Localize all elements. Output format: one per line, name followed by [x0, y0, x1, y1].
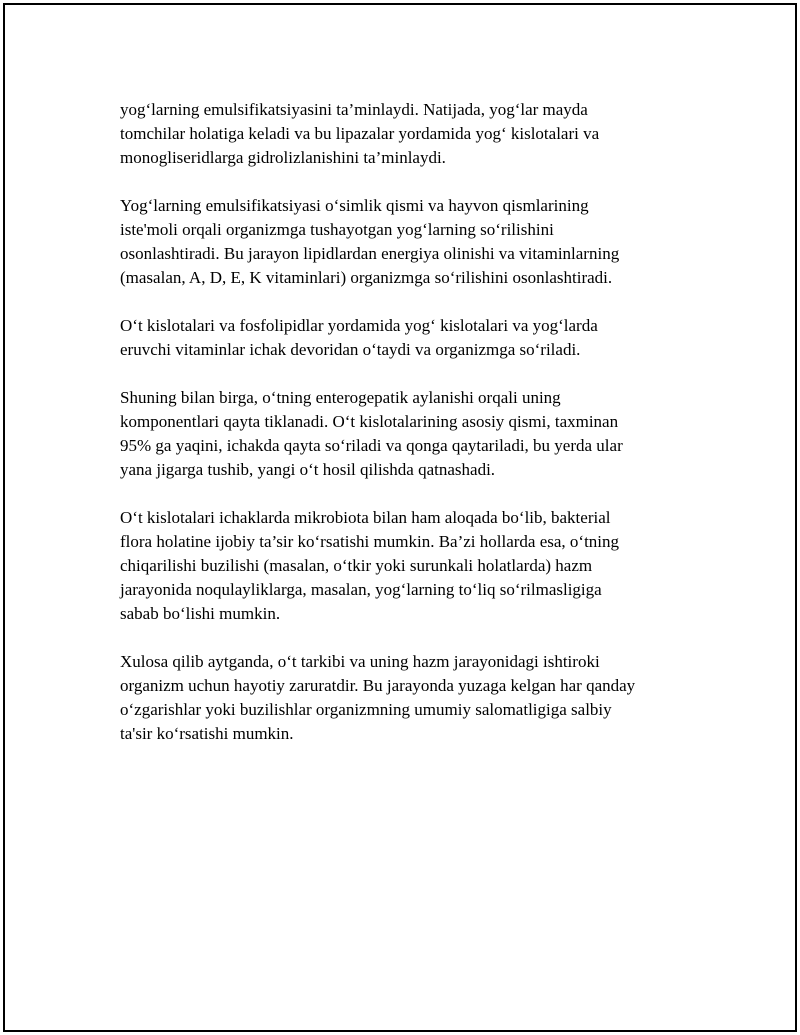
text-line: O‘t kislotalari ichaklarda mikrobiota bilan ham aloqada bo‘lib, bakterial	[120, 508, 611, 527]
text-line: Xulosa qilib aytganda, o‘t tarkibi va uning hazm jarayonidagi ishtiroki	[120, 652, 600, 671]
paragraph-conclusion	[120, 650, 680, 746]
text-line: (masalan, A, D, E, K vitaminlari) organizmga so‘rilishini osonlashtiradi.	[120, 268, 613, 287]
text-line: jarayonida noqulayliklarga, masalan, yog‘larning to‘liq so‘rilmasligiga	[120, 580, 602, 599]
text-line: ta'sir ko‘rsatishi mumkin.	[120, 724, 294, 743]
text-line: komponentlari qayta tiklanadi. O‘t kislotalarining asosiy qismi, taxminan	[120, 412, 619, 431]
text-line: o‘zgarishlar yoki buzilishlar organizmning umumiy salomatligiga salbiy	[120, 700, 612, 719]
text-line: yog‘larning emulsifikatsiyasini ta’minlaydi. Natijada, yog‘lar mayda	[120, 100, 588, 119]
text-line: Shuning bilan birga, o‘tning enterogepatik aylanishi orqali uning	[120, 388, 561, 407]
text-line: 95% ga yaqini, ichakda qayta so‘riladi va qonga qaytariladi, bu yerda ular	[120, 436, 623, 455]
document-page	[3, 3, 797, 1032]
text-line: flora holatine ijobiy ta’sir ko‘rsatishi mumkin. Ba’zi hollarda esa, o‘tning	[120, 532, 620, 551]
paragraph-emulsification-result	[120, 98, 680, 170]
text-line: monogliseridlarga gidrolizlanishini ta’minlaydi.	[120, 148, 446, 167]
text-line: chiqarilishi buzilishi (masalan, o‘tkir yoki surunkali holatlarda) hazm	[120, 556, 593, 575]
text-line: eruvchi vitaminlar ichak devoridan o‘taydi va organizmga so‘riladi.	[120, 340, 581, 359]
text-line: Yog‘larning emulsifikatsiyasi o‘simlik qismi va hayvon qismlarining	[120, 196, 589, 215]
paragraph-enterohepatic-circulation	[120, 386, 680, 482]
text-line: tomchilar holatiga keladi va bu lipazalar yordamida yog‘ kislotalari va	[120, 124, 600, 143]
text-line: iste'moli orqali organizmga tushayotgan yog‘larning so‘rilishini	[120, 220, 554, 239]
text-line: osonlashtiradi. Bu jarayon lipidlardan energiya olinishi va vitaminlarning	[120, 244, 620, 263]
text-line: sabab bo‘lishi mumkin.	[120, 604, 281, 623]
paragraph-microbiota	[120, 506, 680, 626]
text-line: yana jigarga tushib, yangi o‘t hosil qilishda qatnashadi.	[120, 460, 496, 479]
text-line: organizm uchun hayotiy zaruratdir. Bu jarayonda yuzaga kelgan har qanday	[120, 676, 636, 695]
text-line: O‘t kislotalari va fosfolipidlar yordamida yog‘ kislotalari va yog‘larda	[120, 316, 598, 335]
document-body	[120, 98, 680, 770]
paragraph-fat-absorption	[120, 194, 680, 290]
paragraph-vitamin-transport	[120, 314, 680, 362]
